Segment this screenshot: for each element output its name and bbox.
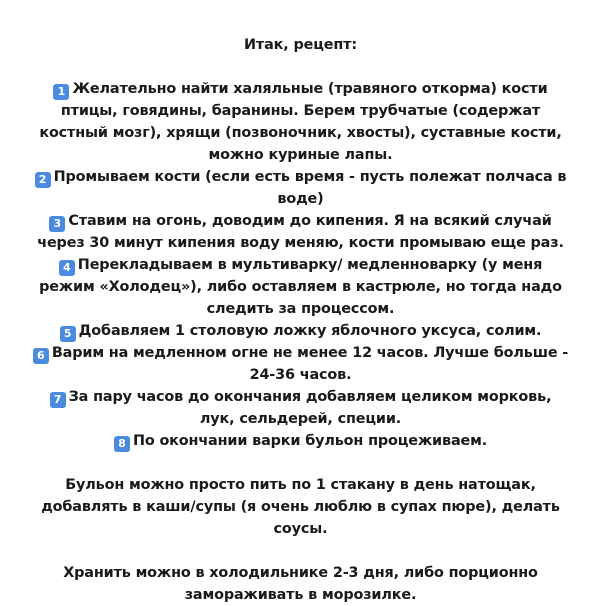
step-text: Желательно найти халяльные (травяного откорма) кости птицы, говядины, баранины. Берем трубчатые (содержат костный мозг), хрящи (позвоночник, хвосты), суставные кости, можно куриные лапы.: [39, 81, 562, 163]
keycap-number-icon: 1: [53, 84, 69, 100]
keycap-number-icon: 7: [50, 392, 66, 408]
keycap-number-icon: 8: [114, 436, 130, 452]
recipe-step: [31, 78, 571, 166]
recipe-step: [31, 210, 571, 254]
step-text: Варим на медленном огне не менее 12 часов. Лучше больше - 24-36 часов.: [51, 345, 569, 383]
step-text: Ставим на огонь, доводим до кипения. Я на всякий случай через 30 минут кипения воду меняю, кости промываю еще раз.: [37, 213, 564, 251]
keycap-number-icon: 3: [49, 216, 65, 232]
keycap-number-icon: 4: [59, 260, 75, 276]
recipe-title: Итак, рецепт:: [244, 37, 357, 53]
step-text: Промываем кости (если есть время - пусть полежат полчаса в воде): [53, 169, 567, 207]
keycap-number-icon: 5: [60, 326, 76, 342]
storage-paragraph: Хранить можно в холодильнике 2-3 дня, либо порционно замораживать в морозилке.: [63, 565, 538, 603]
keycap-number-icon: 6: [33, 348, 49, 364]
recipe-document: [0, 34, 601, 606]
step-text: Добавляем 1 столовую ложку яблочного уксуса, солим.: [78, 323, 542, 339]
recipe-step: [31, 166, 571, 210]
recipe-step: [31, 430, 571, 452]
usage-paragraph: Бульон можно просто пить по 1 стакану в день натощак, добавлять в каши/супы (я очень люблю в супах пюре), делать соусы.: [41, 477, 560, 537]
recipe-step: [31, 342, 571, 386]
step-text: По окончании варки бульон процеживаем.: [132, 433, 488, 449]
keycap-number-icon: 2: [35, 172, 51, 188]
recipe-step: [31, 386, 571, 430]
step-text: За пару часов до окончания добавляем целиком морковь, лук, сельдерей, специи.: [68, 389, 552, 427]
recipe-steps: [31, 78, 571, 452]
recipe-step: [31, 320, 571, 342]
recipe-step: [31, 254, 571, 320]
step-text: Перекладываем в мультиварку/ медленноварку (у меня режим «Холодец»), либо оставляем в кастрюле, но тогда надо следить за процессом.: [39, 257, 562, 317]
